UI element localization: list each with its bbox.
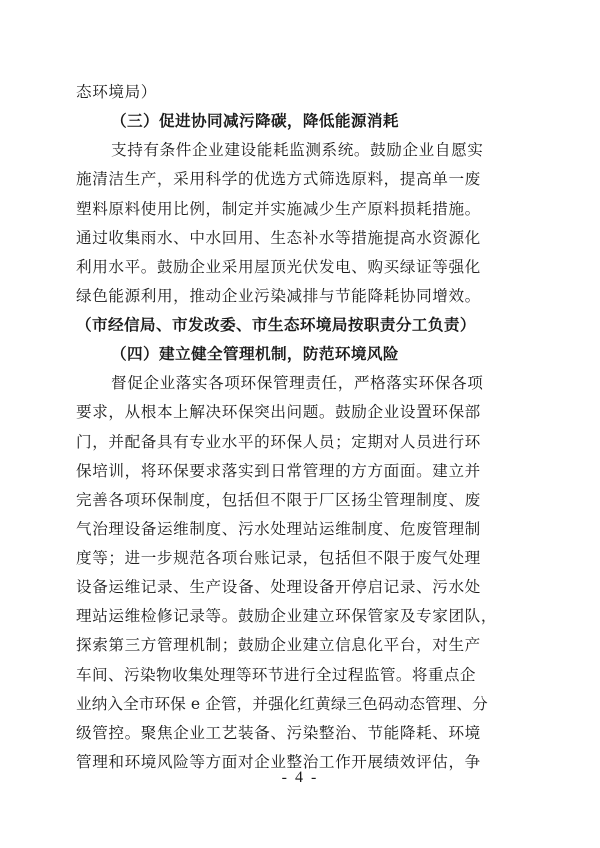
paragraph-line: 利用水平。鼓励企业采用屋顶光伏发电、购买绿证等强化	[76, 258, 481, 276]
paragraph-line: 保培训，将环保要求落实到日常管理的方方面面。建立并	[76, 462, 481, 480]
paragraph-line: 设备运维记录、生产设备、处理设备开停启记录、污水处	[76, 578, 481, 596]
paragraph-line: 车间、污染物收集处理等环节进行全过程监管。将重点企	[76, 666, 476, 684]
paragraph-line: 理站运维检修记录等。鼓励企业建立环保管家及专家团队，	[76, 607, 498, 625]
section-heading-4: （四）建立健全管理机制，防范环境风险	[111, 345, 399, 363]
paragraph-line: 督促企业落实各项环保管理责任，严格落实环保各项	[111, 374, 484, 392]
paragraph-line: 施清洁生产，采用科学的优选方式筛选原料，提高单一废	[76, 170, 481, 188]
paragraph-line: 通过收集雨水、中水回用、生态补水等措施提高水资源化	[76, 229, 481, 247]
paragraph-line: 绿色能源利用，推动企业污染减排与节能降耗协同增效。	[76, 287, 481, 305]
continuation-line: 态环境局）	[76, 83, 157, 101]
section-heading-3: （三）促进协同减污降碳，降低能源消耗	[111, 112, 399, 130]
paragraph-line: 要求，从根本上解决环保突出问题。鼓励企业设置环保部	[76, 403, 481, 421]
paragraph-line: 门，并配备具有专业水平的环保人员；定期对人员进行环	[76, 433, 481, 451]
paragraph-line: 级管控。聚焦企业工艺装备、污染整治、节能降耗、环境	[76, 724, 481, 742]
paragraph-line: 度等；进一步规范各项台账记录，包括但不限于废气处理	[76, 549, 481, 567]
paragraph-line: 完善各项环保制度，包括但不限于厂区扬尘管理制度、废	[76, 491, 481, 509]
page-number: - 4 -	[281, 769, 319, 786]
paragraph-line: 业纳入全市环保 e 企管，并强化红黄绿三色码动态管理、分	[76, 695, 488, 713]
responsibility-note: （市经信局、市发改委、市生态环境局按职责分工负责）	[76, 316, 476, 334]
paragraph-line: 塑料原料使用比例，制定并实施减少生产原料损耗措施。	[76, 200, 481, 218]
paragraph-line: 气治理设备运维制度、污水处理站运维制度、危废管理制	[76, 520, 481, 538]
paragraph-line: 管理和环境风险等方面对企业整治工作开展绩效评估，争	[76, 753, 481, 771]
paragraph-line: 支持有条件企业建设能耗监测系统。鼓励企业自愿实	[111, 141, 484, 159]
paragraph-line: 探索第三方管理机制；鼓励企业建立信息化平台，对生产	[76, 636, 481, 654]
